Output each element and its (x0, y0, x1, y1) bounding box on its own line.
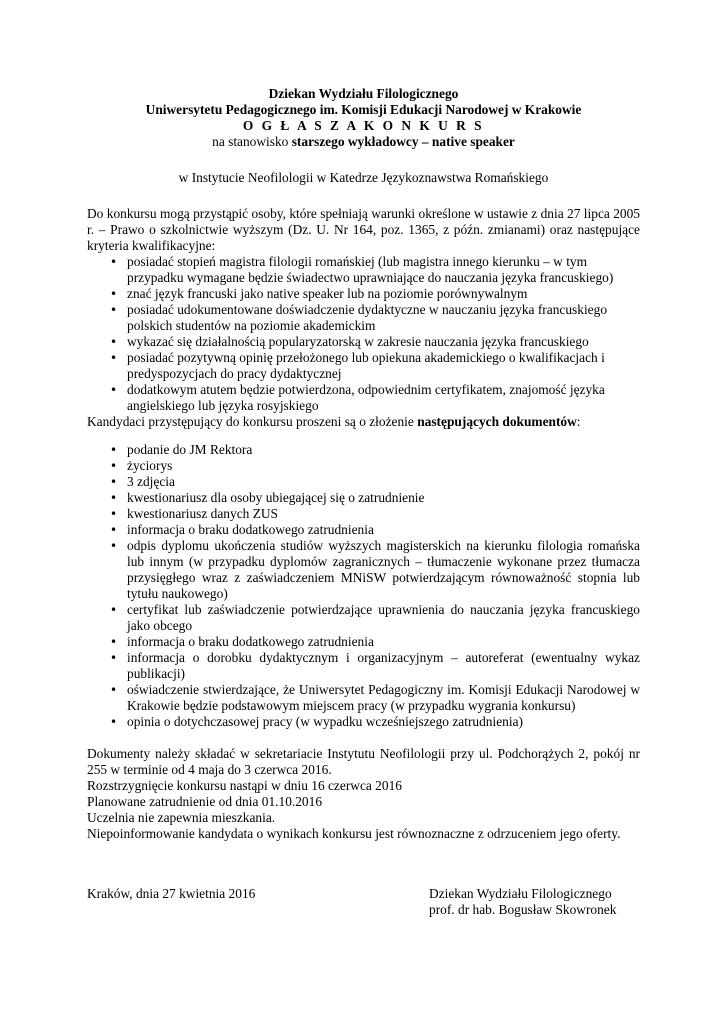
documents-intro-prefix: Kandydaci przystępujący do konkursu proszeni są o złożenie (87, 414, 418, 429)
spacer (87, 730, 640, 746)
documents-intro-suffix: : (576, 414, 581, 429)
signature-block (429, 886, 616, 918)
header-institute: w Instytucie Neofilologii w Katedrze Językoznawstwa Romańskiego (178, 170, 549, 185)
header-position (87, 134, 640, 150)
header-announces-competition: O G Ł A S Z A K O N K U R S (242, 118, 485, 133)
closing-submit: Dokumenty należy składać w sekretariacie Instytutu Neofilologii przy ul. Podchorążych 2, pokój nr 255 w terminie od 4 maja do 3 czerwca 2016. (87, 746, 640, 777)
list-item: • kwestionariusz danych ZUS (87, 506, 640, 522)
list-item: • informacja o braku dodatkowego zatrudnienia (87, 522, 640, 538)
list-item: • posiadać stopień magistra filologii romańskiej (lub magistra innego kierunku – w tym przypadku wymagane będzie świadectwo uprawniające do nauczania języka francuskiego) (87, 254, 640, 286)
list-item: • znać język francuski jako native speaker lub na poziomie porównywalnym (87, 286, 640, 302)
closing-resolution: Rozstrzygnięcie konkursu nastąpi w dniu 16 czerwca 2016 (87, 778, 402, 793)
announcement-document (87, 86, 640, 842)
list-item: • oświadczenie stwierdzające, że Uniwersytet Pedagogiczny im. Komisji Edukacji Narodowej w Krakowie będzie podstawowym miejscem pracy (w przypadku wygrania konkursu) (87, 682, 640, 714)
closing-housing: Uczelnia nie zapewnia mieszkania. (87, 810, 276, 825)
criteria-list (87, 254, 640, 414)
signer-name: prof. dr hab. Bogusław Skowronek (429, 902, 617, 917)
list-item: • posiadać udokumentowane doświadczenie dydaktyczne w nauczaniu języka francuskiego polskich studentów na poziomie akademickim (87, 302, 640, 334)
closing-employment: Planowane zatrudnienie od dnia 01.10.2016 (87, 794, 323, 809)
documents-intro-bold: następujących dokumentów (417, 414, 577, 429)
documents-list (87, 442, 640, 730)
closing-notice: Niepoinformowanie kandydata o wynikach konkursu jest równoznaczne z odrzuceniem jego oferty. (87, 826, 621, 841)
list-item: • dodatkowym atutem będzie potwierdzona, odpowiednim certyfikatem, znajomość języka angielskiego lub języka rosyjskiego (87, 382, 640, 414)
header-position-prefix: na stanowisko (212, 134, 292, 149)
list-item: • życiorys (87, 458, 640, 474)
list-item: • odpis dyplomu ukończenia studiów wyższych magisterskich na kierunku filologia romańska lub innym (w przypadku dyplomów zagranicznych – tłumaczenie wykonane przez tłumacza przysięgłego wraz z zaświadczeniem MNiSW potwierdzającym równoważność stopnia lub tytułu naukowego) (87, 538, 640, 602)
spacer (87, 430, 640, 442)
spacer (87, 186, 640, 206)
list-item: • kwestionariusz dla osoby ubiegającej się o zatrudnienie (87, 490, 640, 506)
list-item: • informacja o dorobku dydaktycznym i organizacyjnym – autoreferat (ewentualny wykaz publikacji) (87, 650, 640, 682)
list-item: • posiadać pozytywną opinię przełożonego lub opiekuna akademickiego o kwalifikacjach i predyspozycjach do pracy dydaktycznej (87, 350, 640, 382)
header-spacer (87, 150, 640, 170)
list-item: • opinia o dotychczasowej pracy (w wypadku wcześniejszego zatrudnienia) (87, 714, 640, 730)
header-dean-title: Dziekan Wydziału Filologicznego (268, 86, 459, 101)
list-item: • wykazać się działalnością popularyzatorską w zakresie nauczania języka francuskiego (87, 334, 640, 350)
header-university: Uniwersytetu Pedagogicznego im. Komisji Edukacji Narodowej w Krakowie (145, 102, 582, 117)
list-item: • informacja o braku dodatkowego zatrudnienia (87, 634, 640, 650)
intro-paragraph: Do konkursu mogą przystąpić osoby, które spełniają warunki określone w ustawie z dnia 27 lipca 2005 r. – Prawo o szkolnictwie wyższym (Dz. U. Nr 164, poz. 1365, z późn. zmianami) oraz następujące kryteria kwalifikacyjne: (87, 206, 640, 253)
list-item: • podanie do JM Rektora (87, 442, 640, 458)
header-position-title: starszego wykładowcy – native speaker (291, 134, 515, 149)
documents-intro (87, 414, 640, 430)
list-item: • 3 zdjęcia (87, 474, 640, 490)
list-item: • certyfikat lub zaświadczenie potwierdzające uprawnienia do nauczania języka francuskiego jako obcego (87, 602, 640, 634)
place-date: Kraków, dnia 27 kwietnia 2016 (87, 886, 256, 901)
signer-title: Dziekan Wydziału Filologicznego (429, 886, 612, 901)
document-header (87, 86, 640, 186)
